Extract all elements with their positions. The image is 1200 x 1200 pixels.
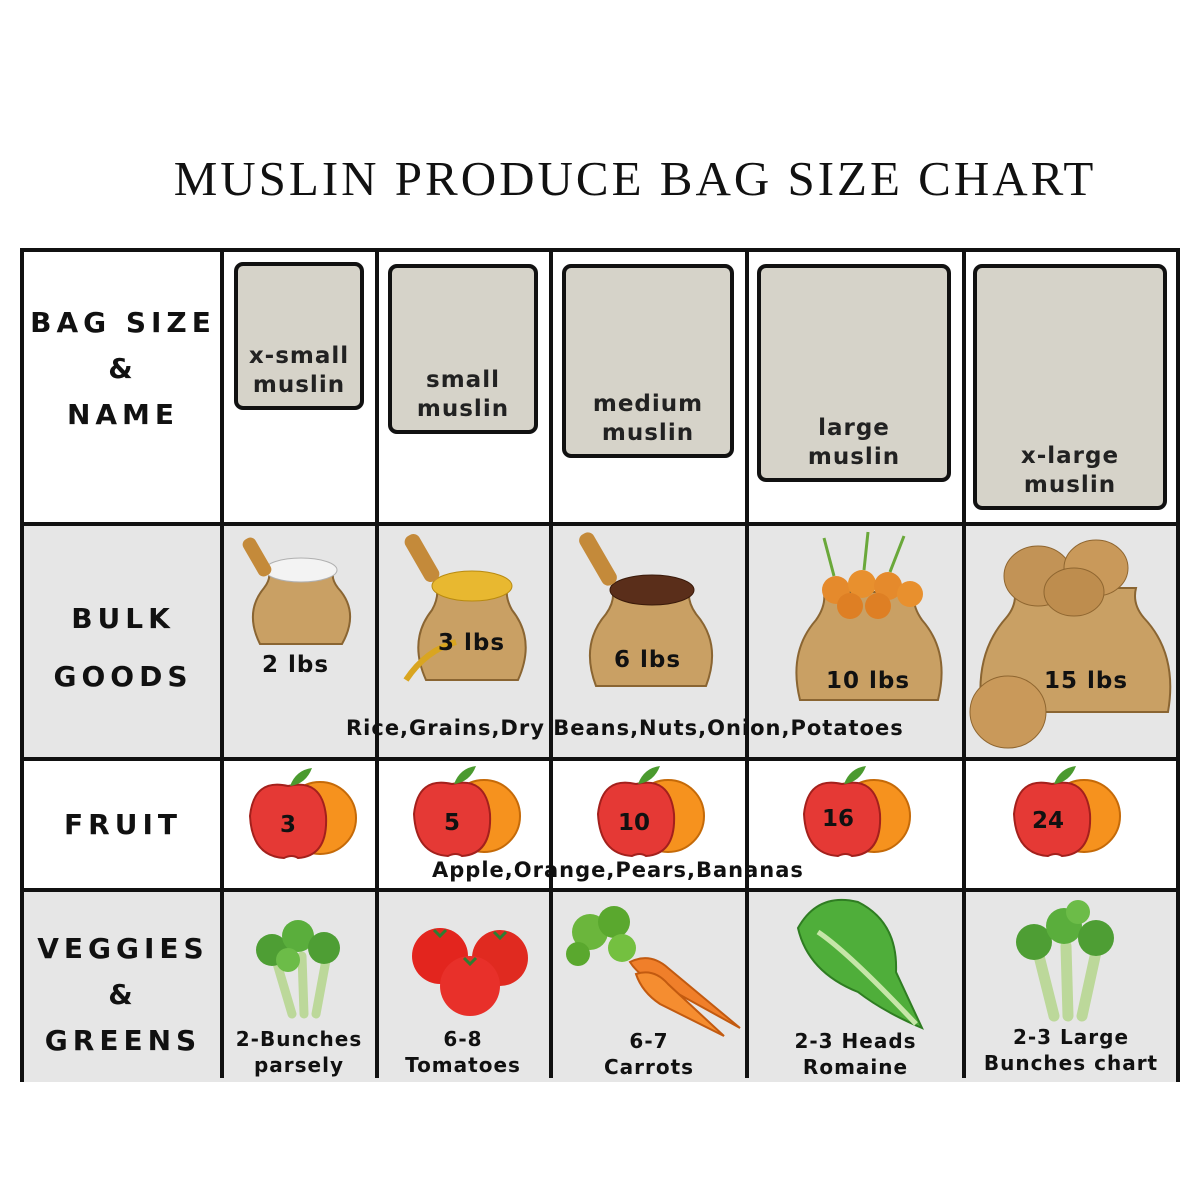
row-label-veggies-greens [24, 926, 222, 1064]
romaine-lettuce-icon [788, 892, 928, 1034]
veggie-note-small [379, 1026, 547, 1078]
row-label-line: BULK [71, 602, 175, 635]
column-divider [549, 252, 553, 1078]
row-label-line: NAME [66, 398, 180, 431]
fruit-count-medium: 10 [617, 810, 650, 836]
tomatoes-icon [410, 920, 530, 1020]
bulk-weight-large: 10 lbs [826, 668, 911, 694]
veggie-name: Tomatoes [405, 1053, 521, 1077]
veggie-quantity: 6-8 [443, 1027, 483, 1051]
row-label-line: FRUIT [64, 808, 182, 841]
bulk-weight-x-large: 15 lbs [1044, 668, 1129, 694]
bag-name: x-small [248, 343, 350, 369]
row-label-bag-size [24, 300, 222, 438]
veggie-note-x-small [224, 1026, 374, 1078]
bag-large [757, 264, 951, 482]
row-label-line: & [108, 978, 138, 1011]
bag-material: muslin [252, 372, 346, 398]
veggie-note-x-large [966, 1024, 1176, 1076]
veggie-name: Carrots [603, 1055, 695, 1079]
bulk-weight-medium: 6 lbs [614, 647, 682, 673]
column-divider [745, 252, 749, 1078]
bag-material: muslin [416, 396, 510, 422]
celery-icon [1004, 898, 1130, 1024]
veggie-quantity: 2-Bunches [235, 1027, 363, 1051]
page-title: MUSLIN PRODUCE BAG SIZE CHART [173, 151, 1097, 206]
potato-sack-icon [968, 534, 1178, 754]
row-label-fruit [24, 802, 222, 848]
fruit-count-x-small: 3 [279, 812, 296, 838]
row-label-bulk-goods [24, 590, 222, 706]
fruit-examples: Apple,Orange,Pears,Bananas [432, 858, 804, 882]
row-label-line: BAG SIZE [30, 306, 216, 339]
size-chart-table [20, 248, 1180, 1082]
bulk-weight-x-small: 2 lbs [262, 652, 330, 678]
row-divider [24, 888, 1176, 892]
bulk-goods-examples: Rice,Grains,Dry Beans,Nuts,Onion,Potatoes [346, 716, 904, 740]
bag-material: muslin [601, 420, 695, 446]
row-label-line: GOODS [53, 660, 193, 693]
veggie-name: parsely [253, 1053, 345, 1077]
bag-material: muslin [807, 444, 901, 470]
bulk-weight-small: 3 lbs [438, 630, 506, 656]
row-label-line: GREENS [44, 1024, 202, 1057]
veggie-quantity: 2-3 Large [1012, 1025, 1130, 1049]
bag-material: muslin [1023, 472, 1117, 498]
veggie-note-large [749, 1028, 962, 1080]
fruit-count-large: 16 [821, 806, 854, 832]
fruit-count-small: 5 [443, 810, 460, 836]
bag-name: small [426, 367, 500, 393]
veggie-quantity: 2-3 Heads [794, 1029, 917, 1053]
grain-sack-icon [396, 530, 546, 690]
bag-name: large [818, 415, 890, 441]
bag-small [388, 264, 538, 434]
row-label-line: VEGGIES [37, 932, 209, 965]
parsley-icon [246, 916, 350, 1020]
bag-medium [562, 264, 734, 458]
veggie-name: Bunches chart [983, 1051, 1159, 1075]
row-label-line: & [108, 352, 138, 385]
bag-name: medium [592, 391, 704, 417]
column-divider [962, 252, 966, 1078]
bag-x-large [973, 264, 1167, 510]
bag-x-small [234, 262, 364, 410]
veggie-name: Romaine [802, 1055, 909, 1079]
row-divider [24, 522, 1176, 526]
column-divider [375, 252, 379, 1078]
rice-sack-icon [238, 532, 368, 652]
carrots-icon [560, 908, 744, 1038]
bag-name: x-large [1020, 443, 1120, 469]
row-divider [24, 757, 1176, 761]
fruit-count-x-large: 24 [1031, 808, 1064, 834]
veggie-quantity: 6-7 [629, 1029, 669, 1053]
veggie-note-medium [553, 1028, 745, 1080]
